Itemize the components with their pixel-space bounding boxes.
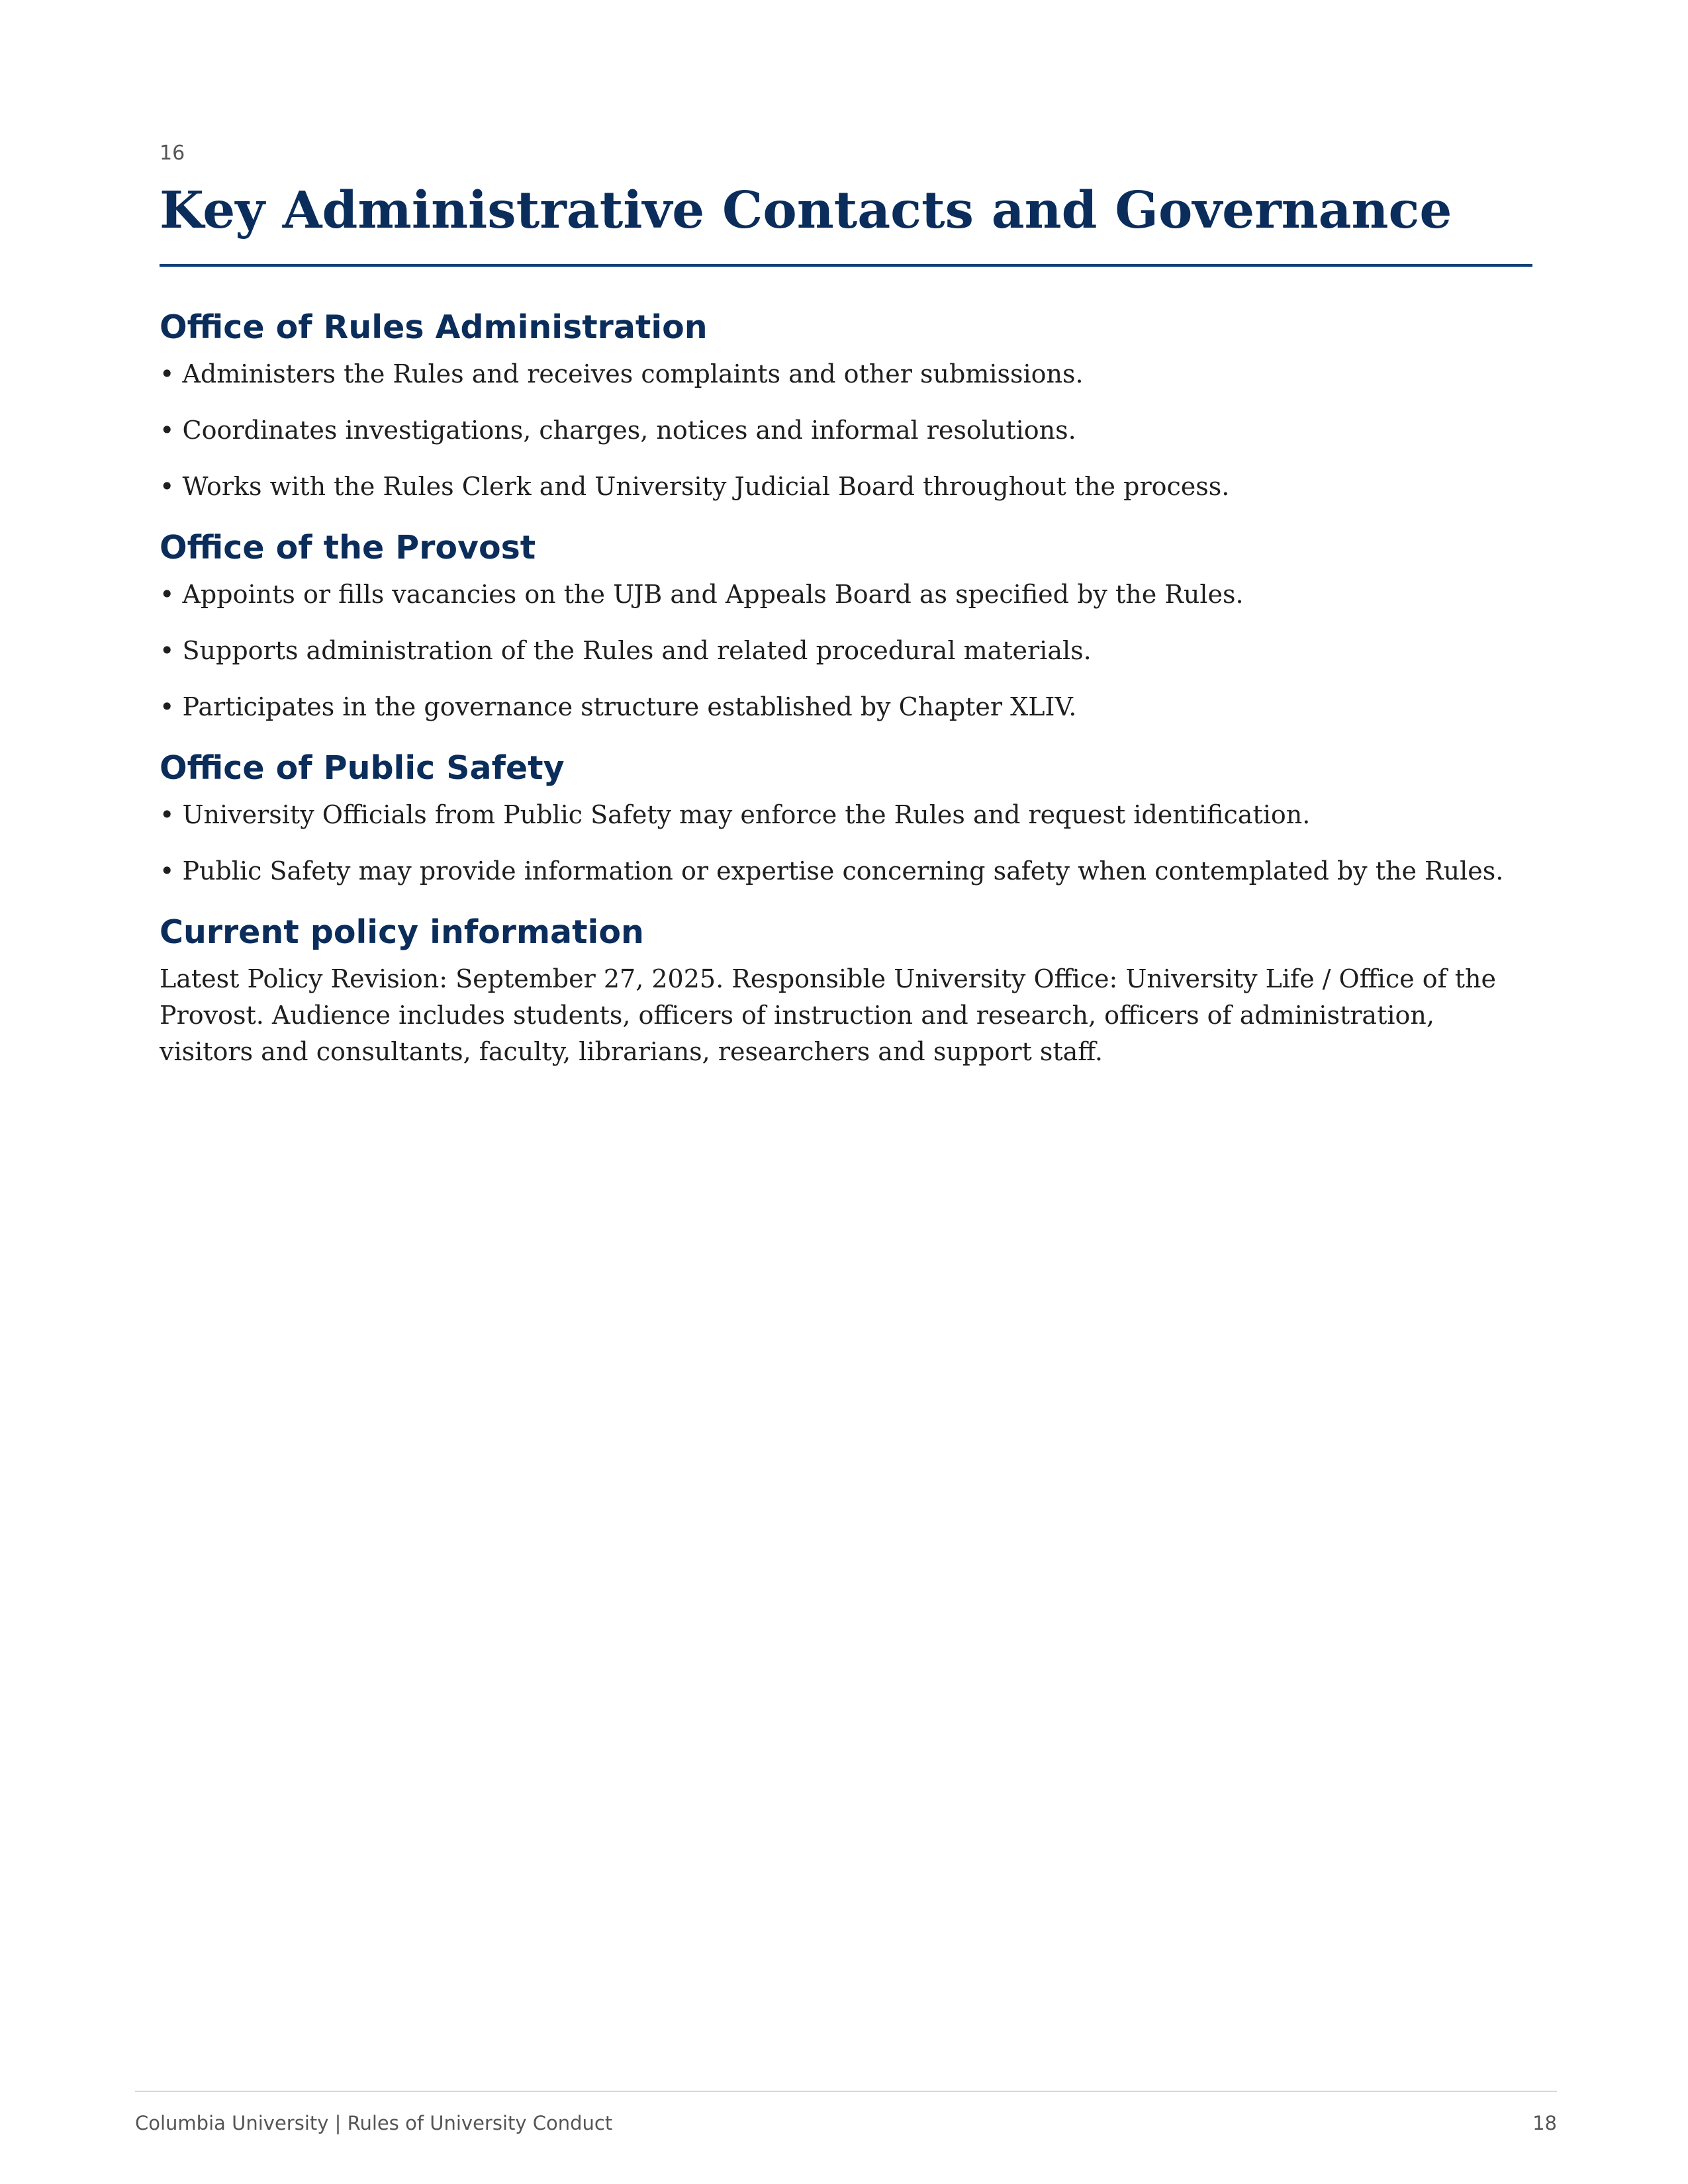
bullet-list <box>160 356 1532 504</box>
section-rules-administration <box>160 304 1532 504</box>
list-item: • Coordinates investigations, charges, notices and informal resolutions. <box>160 416 1076 445</box>
list-item: • Participates in the governance structure established by Chapter XLIV. <box>160 692 1077 721</box>
bullet-list <box>160 797 1532 889</box>
section-heading: Office of Public Safety <box>160 749 565 787</box>
section-public-safety <box>160 745 1532 889</box>
bullet-list <box>160 576 1532 725</box>
section-policy-info <box>160 909 1532 1070</box>
page-number: 18 <box>1532 2112 1557 2134</box>
footer-divider <box>135 2091 1557 2092</box>
section-heading: Current policy information <box>160 913 644 951</box>
page-title: Key Administrative Contacts and Governance <box>160 181 1452 240</box>
main-content <box>160 304 1532 1073</box>
list-item: • Administers the Rules and receives complaints and other submissions. <box>160 359 1084 388</box>
list-item: • Supports administration of the Rules and related procedural materials. <box>160 636 1092 665</box>
policy-paragraph: Latest Policy Revision: September 27, 2025. Responsible University Office: University Life / Office of the Provost. Audience includes students, officers of instruction and research, officers of administration, visitors and consultants, faculty, librarians, researchers and support staff. <box>160 964 1496 1066</box>
title-divider <box>160 264 1532 267</box>
section-provost <box>160 525 1532 725</box>
footer-text: Columbia University | Rules of University Conduct <box>135 2112 613 2134</box>
section-number: 16 <box>160 142 185 165</box>
list-item: • University Officials from Public Safety may enforce the Rules and request identification. <box>160 800 1311 829</box>
section-heading: Office of the Provost <box>160 529 536 567</box>
list-item: • Public Safety may provide information or expertise concerning safety when contemplated by the Rules. <box>160 856 1504 886</box>
list-item: • Works with the Rules Clerk and University Judicial Board throughout the process. <box>160 472 1230 501</box>
list-item: • Appoints or fills vacancies on the UJB and Appeals Board as specified by the Rules. <box>160 580 1244 609</box>
section-heading: Office of Rules Administration <box>160 308 708 346</box>
